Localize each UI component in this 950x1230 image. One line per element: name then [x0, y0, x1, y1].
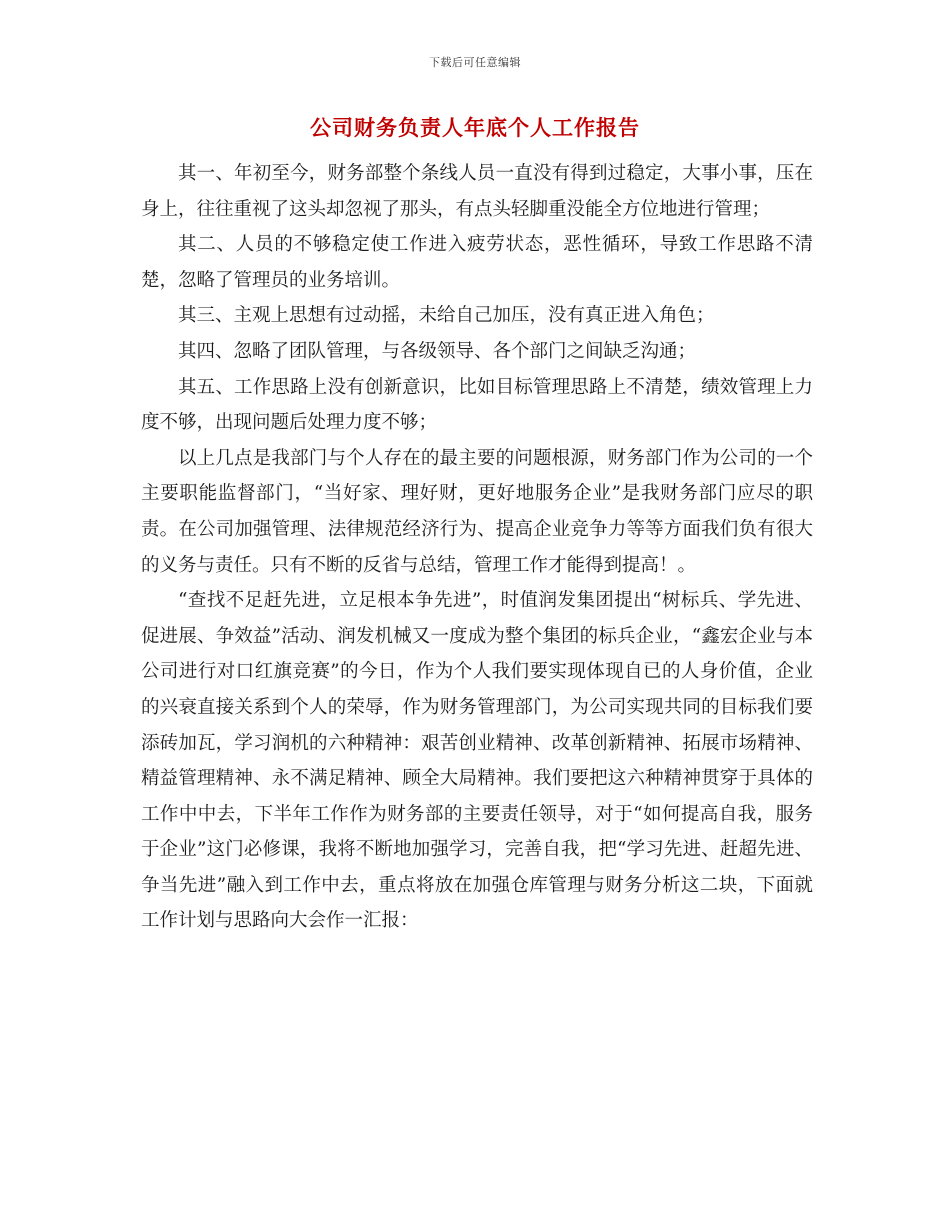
paragraph-1: 其一、年初至今，财务部整个条线人员一直没有得到过稳定，大事小事，压在身上，往往重视了这头却忽视了那头，有点头轻脚重没能全方位地进行管理；: [141, 163, 813, 220]
paragraph-6: 以上几点是我部门与个人存在的最主要的问题根源，财务部门作为公司的一个主要职能监督部门，“当好家、理好财，更好地服务企业”是我财务部门应尽的职责。在公司加强管理、法律规范经济行为、提高企业竞争力等等方面我们负有很大的义务与责任。只有不断的反省与总结，管理工作才能得到提高！。: [141, 447, 813, 576]
paragraph-5: 其五、工作思路上没有创新意识，比如目标管理思路上不清楚，绩效管理上力度不够，出现问题后处理力度不够；: [141, 376, 813, 434]
header-note: 下载后可任意编辑: [429, 56, 521, 69]
paragraph-3: 其三、主观上思想有过动摇，未给自己加压，没有真正进入角色；: [178, 305, 715, 327]
paragraph-2: 其二、人员的不够稳定使工作进入疲劳状态，恶性循环，导致工作思路不清楚，忽略了管理员的业务培训。: [141, 234, 813, 291]
paragraph-4: 其四、忽略了团队管理，与各级领导、各个部门之间缺乏沟通；: [178, 340, 697, 362]
document-body: [141, 156, 813, 939]
document-title: 公司财务负责人年底个人工作报告: [310, 115, 640, 140]
paragraph-7: “查找不足赶先进，立足根本争先进”，时值润发集团提出“树标兵、学先进、促进展、争效益”活动、润发机械又一度成为整个集团的标兵企业，“鑫宏企业与本公司进行对口红旗竞赛”的今日，作为个人我们要实现体现自已的人身价值，企业的兴衰直接关系到个人的荣辱，作为财务管理部门，为公司实现共同的目标我们要添砖加瓦，学习润机的六种精神：艰苦创业精神、改革创新精神、拓展市场精神、精益管理精神、永不满足精神、顾全大局精神。我们要把这六种精神贯穿于具体的工作中中去，下半年工作作为财务部的主要责任领导，对于“如何提高自我，服务于企业”这门必修课，我将不断地加强学习，完善自我，把“学习先进、赶超先进、争当先进”融入到工作中去，重点将放在加强仓库管理与财务分析这二块，下面就工作计划与思路向大会作一汇报：: [141, 590, 813, 932]
